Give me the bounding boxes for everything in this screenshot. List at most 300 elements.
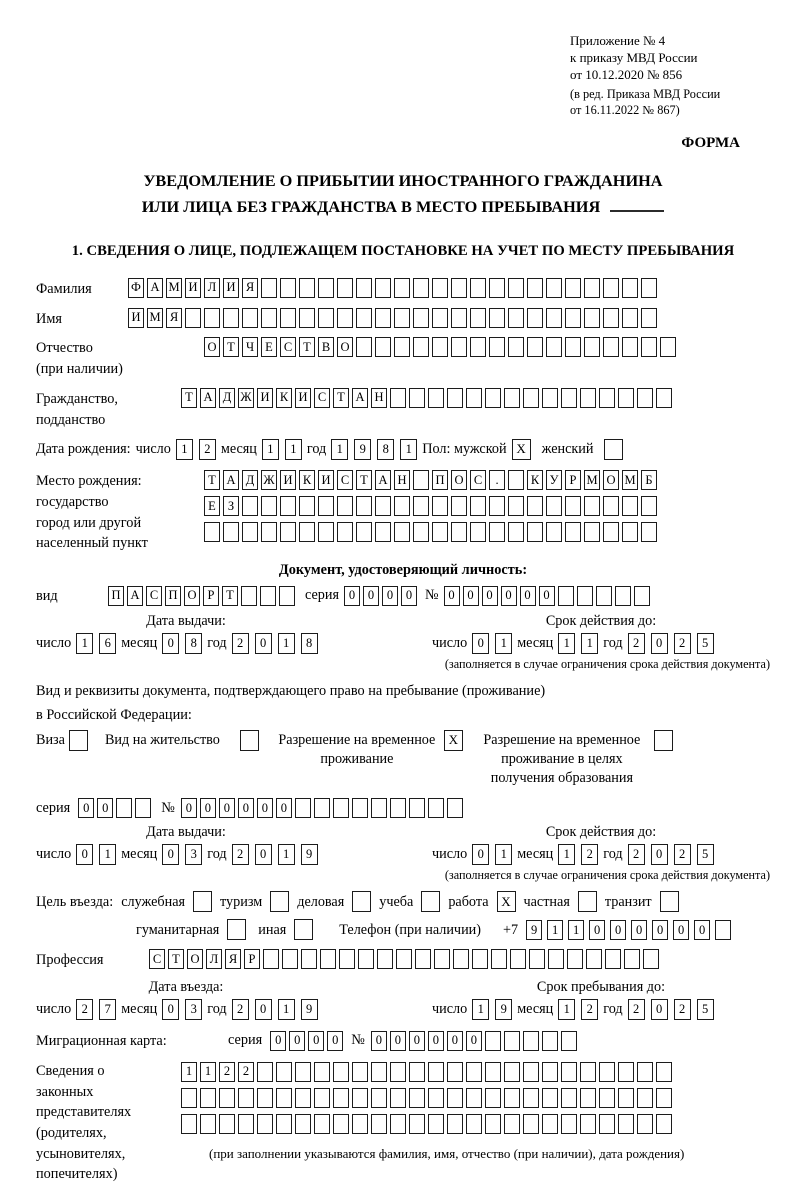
form-cell[interactable]: 2 [628,633,645,654]
form-cell[interactable] [314,798,330,818]
form-cell[interactable] [280,522,296,542]
form-cell[interactable]: 3 [185,844,202,865]
form-cell[interactable]: Ч [242,337,258,357]
form-cell[interactable]: 2 [238,1062,254,1082]
form-cell[interactable] [299,522,315,542]
form-cell[interactable] [260,586,276,606]
form-cell[interactable]: О [337,337,353,357]
form-cell[interactable] [546,522,562,542]
form-cell[interactable] [599,388,615,408]
form-cell[interactable] [413,308,429,328]
form-cell[interactable]: Т [299,337,315,357]
form-cell[interactable]: 0 [472,844,489,865]
form-cell[interactable]: Д [219,388,235,408]
form-cell[interactable]: 1 [495,633,512,654]
form-cell[interactable] [527,337,543,357]
form-cell[interactable] [409,798,425,818]
form-cell[interactable] [618,388,634,408]
form-cell[interactable] [377,949,393,969]
form-cell[interactable] [603,308,619,328]
form-cell[interactable] [390,1088,406,1108]
form-cell[interactable]: 1 [558,999,575,1020]
form-cell[interactable]: С [149,949,165,969]
form-cell[interactable] [263,949,279,969]
checkbox-temp-residence[interactable]: X [444,730,463,751]
form-cell[interactable]: У [546,470,562,490]
form-cell[interactable]: 0 [539,586,555,606]
form-cell[interactable] [390,388,406,408]
form-cell[interactable] [561,1031,577,1051]
form-cell[interactable] [603,496,619,516]
form-cell[interactable] [428,388,444,408]
form-cell[interactable] [333,798,349,818]
form-cell[interactable] [200,1088,216,1108]
form-cell[interactable]: Т [168,949,184,969]
form-cell[interactable] [580,388,596,408]
form-cell[interactable]: 0 [501,586,517,606]
form-cell[interactable]: 0 [382,586,398,606]
form-cell[interactable] [432,278,448,298]
form-cell[interactable] [413,470,429,490]
form-cell[interactable]: 0 [589,920,605,940]
form-cell[interactable]: Я [166,308,182,328]
form-cell[interactable]: К [527,470,543,490]
form-cell[interactable] [279,586,295,606]
form-cell[interactable]: М [622,470,638,490]
form-cell[interactable] [715,920,731,940]
form-cell[interactable] [546,278,562,298]
form-cell[interactable]: 2 [232,844,249,865]
form-cell[interactable] [333,1114,349,1134]
form-cell[interactable] [333,1062,349,1082]
form-cell[interactable] [527,278,543,298]
form-cell[interactable]: 0 [631,920,647,940]
form-cell[interactable]: О [204,337,220,357]
form-cell[interactable]: С [470,470,486,490]
form-cell[interactable] [622,278,638,298]
form-cell[interactable] [314,1114,330,1134]
form-cell[interactable] [261,308,277,328]
form-cell[interactable]: Н [394,470,410,490]
form-cell[interactable] [485,388,501,408]
form-cell[interactable] [603,278,619,298]
form-cell[interactable]: 5 [697,844,714,865]
form-cell[interactable]: 0 [162,844,179,865]
form-cell[interactable]: 1 [472,999,489,1020]
form-cell[interactable] [428,1088,444,1108]
form-cell[interactable] [371,1062,387,1082]
checkbox-purpose-study[interactable] [421,891,440,912]
form-cell[interactable] [622,337,638,357]
form-cell[interactable]: С [146,586,162,606]
form-cell[interactable]: 0 [308,1031,324,1051]
form-cell[interactable] [546,337,562,357]
form-cell[interactable] [491,949,507,969]
form-cell[interactable] [204,308,220,328]
form-cell[interactable]: 0 [651,633,668,654]
form-cell[interactable] [489,337,505,357]
form-cell[interactable]: 0 [466,1031,482,1051]
form-cell[interactable] [542,1031,558,1051]
form-cell[interactable] [413,278,429,298]
form-cell[interactable] [542,388,558,408]
form-cell[interactable]: 0 [651,844,668,865]
form-cell[interactable] [618,1088,634,1108]
form-cell[interactable] [318,522,334,542]
form-cell[interactable]: Л [204,278,220,298]
form-cell[interactable] [434,949,450,969]
form-cell[interactable] [504,1062,520,1082]
form-cell[interactable] [415,949,431,969]
form-cell[interactable] [394,496,410,516]
form-cell[interactable] [489,496,505,516]
form-cell[interactable]: 0 [694,920,710,940]
form-cell[interactable] [413,522,429,542]
form-cell[interactable] [413,496,429,516]
form-cell[interactable] [371,1088,387,1108]
form-cell[interactable] [565,308,581,328]
form-cell[interactable] [637,1062,653,1082]
form-cell[interactable]: 2 [674,999,691,1020]
form-cell[interactable] [504,1031,520,1051]
form-cell[interactable] [656,1062,672,1082]
form-cell[interactable] [641,278,657,298]
form-cell[interactable]: 1 [200,1062,216,1082]
form-cell[interactable] [451,496,467,516]
form-cell[interactable]: 0 [181,798,197,818]
form-cell[interactable] [204,522,220,542]
form-cell[interactable]: 0 [463,586,479,606]
form-cell[interactable]: А [223,470,239,490]
checkbox-purpose-work[interactable]: X [497,891,516,912]
form-cell[interactable] [485,1088,501,1108]
form-cell[interactable] [565,496,581,516]
form-cell[interactable] [523,388,539,408]
form-cell[interactable]: 0 [447,1031,463,1051]
form-cell[interactable] [656,1114,672,1134]
form-cell[interactable] [523,1031,539,1051]
form-cell[interactable]: Р [565,470,581,490]
form-cell[interactable] [257,1088,273,1108]
form-cell[interactable]: 0 [520,586,536,606]
form-cell[interactable] [615,586,631,606]
form-cell[interactable]: 0 [651,999,668,1020]
form-cell[interactable] [622,496,638,516]
form-cell[interactable] [529,949,545,969]
form-cell[interactable]: С [337,470,353,490]
form-cell[interactable]: О [187,949,203,969]
form-cell[interactable]: 0 [78,798,94,818]
form-cell[interactable] [637,388,653,408]
form-cell[interactable] [470,308,486,328]
form-cell[interactable]: 0 [255,999,272,1020]
form-cell[interactable]: 0 [401,586,417,606]
form-cell[interactable]: Д [242,470,258,490]
checkbox-purpose-other[interactable] [294,919,313,940]
form-cell[interactable] [641,308,657,328]
form-cell[interactable] [352,1114,368,1134]
form-cell[interactable] [375,308,391,328]
form-cell[interactable]: 2 [628,999,645,1020]
form-cell[interactable] [390,1114,406,1134]
form-cell[interactable] [314,1088,330,1108]
form-cell[interactable]: 0 [270,1031,286,1051]
form-cell[interactable] [375,337,391,357]
form-cell[interactable]: С [280,337,296,357]
form-cell[interactable]: И [257,388,273,408]
form-cell[interactable]: П [108,586,124,606]
form-cell[interactable] [185,308,201,328]
form-cell[interactable] [561,1062,577,1082]
form-cell[interactable] [660,337,676,357]
form-cell[interactable]: 9 [495,999,512,1020]
form-cell[interactable]: . [489,470,505,490]
form-cell[interactable] [428,1114,444,1134]
form-cell[interactable]: 1 [76,633,93,654]
form-cell[interactable] [584,522,600,542]
form-cell[interactable] [470,337,486,357]
form-cell[interactable]: 2 [628,844,645,865]
form-cell[interactable] [565,278,581,298]
form-cell[interactable]: З [223,496,239,516]
form-cell[interactable]: О [451,470,467,490]
form-cell[interactable]: 0 [652,920,668,940]
form-cell[interactable]: 2 [219,1062,235,1082]
form-cell[interactable]: Р [244,949,260,969]
checkbox-sex-female[interactable] [604,439,623,460]
form-cell[interactable]: К [299,470,315,490]
form-cell[interactable] [257,1062,273,1082]
form-cell[interactable] [634,586,650,606]
form-cell[interactable]: А [375,470,391,490]
form-cell[interactable]: 0 [363,586,379,606]
form-cell[interactable] [409,1062,425,1082]
form-cell[interactable]: Е [261,337,277,357]
form-cell[interactable] [282,949,298,969]
form-cell[interactable] [470,522,486,542]
form-cell[interactable] [135,798,151,818]
form-cell[interactable]: М [147,308,163,328]
form-cell[interactable]: 6 [99,633,116,654]
form-cell[interactable] [409,388,425,408]
form-cell[interactable] [489,308,505,328]
form-cell[interactable] [390,798,406,818]
form-cell[interactable] [565,522,581,542]
form-cell[interactable]: 9 [526,920,542,940]
form-cell[interactable] [656,1088,672,1108]
form-cell[interactable] [356,308,372,328]
form-cell[interactable] [504,1114,520,1134]
checkbox-purpose-tourism[interactable] [270,891,289,912]
form-cell[interactable]: М [166,278,182,298]
form-cell[interactable] [466,1114,482,1134]
form-cell[interactable] [580,1062,596,1082]
form-cell[interactable] [409,1088,425,1108]
form-cell[interactable]: 1 [400,439,417,460]
form-cell[interactable] [542,1114,558,1134]
form-cell[interactable]: 0 [97,798,113,818]
form-cell[interactable] [337,308,353,328]
form-cell[interactable] [451,308,467,328]
form-cell[interactable] [409,1114,425,1134]
form-cell[interactable] [242,522,258,542]
form-cell[interactable]: 0 [289,1031,305,1051]
form-cell[interactable] [485,1114,501,1134]
form-cell[interactable] [453,949,469,969]
form-cell[interactable] [508,308,524,328]
checkbox-purpose-private[interactable] [578,891,597,912]
form-cell[interactable]: И [295,388,311,408]
form-cell[interactable] [428,798,444,818]
form-cell[interactable] [394,337,410,357]
form-cell[interactable] [261,522,277,542]
form-cell[interactable] [466,388,482,408]
form-cell[interactable] [504,388,520,408]
form-cell[interactable] [432,522,448,542]
form-cell[interactable] [447,1088,463,1108]
form-cell[interactable] [508,496,524,516]
form-cell[interactable]: 5 [697,633,714,654]
form-cell[interactable] [238,1088,254,1108]
form-cell[interactable] [301,949,317,969]
form-cell[interactable] [641,337,657,357]
form-cell[interactable]: П [432,470,448,490]
form-cell[interactable] [432,308,448,328]
form-cell[interactable] [641,496,657,516]
form-cell[interactable] [485,1031,501,1051]
form-cell[interactable] [584,308,600,328]
form-cell[interactable]: Т [223,337,239,357]
form-cell[interactable] [320,949,336,969]
form-cell[interactable] [394,522,410,542]
form-cell[interactable] [510,949,526,969]
form-cell[interactable] [603,337,619,357]
form-cell[interactable] [504,1088,520,1108]
form-cell[interactable]: А [200,388,216,408]
form-cell[interactable]: 9 [301,999,318,1020]
form-cell[interactable] [508,278,524,298]
form-cell[interactable] [523,1088,539,1108]
form-cell[interactable]: 9 [354,439,371,460]
form-cell[interactable]: 2 [674,633,691,654]
form-cell[interactable]: 8 [185,633,202,654]
form-cell[interactable]: 8 [377,439,394,460]
form-cell[interactable] [356,522,372,542]
form-cell[interactable] [276,1062,292,1082]
form-cell[interactable]: 0 [327,1031,343,1051]
form-cell[interactable]: Т [204,470,220,490]
form-cell[interactable] [428,1062,444,1082]
form-cell[interactable]: 0 [428,1031,444,1051]
form-cell[interactable]: Ж [238,388,254,408]
form-cell[interactable]: Ф [128,278,144,298]
form-cell[interactable]: И [223,278,239,298]
form-cell[interactable] [580,1088,596,1108]
form-cell[interactable] [586,949,602,969]
form-cell[interactable]: С [314,388,330,408]
form-cell[interactable] [584,337,600,357]
form-cell[interactable] [643,949,659,969]
form-cell[interactable] [241,586,257,606]
form-cell[interactable] [466,1088,482,1108]
form-cell[interactable] [390,1062,406,1082]
form-cell[interactable]: Б [641,470,657,490]
form-cell[interactable]: 1 [278,844,295,865]
form-cell[interactable] [584,496,600,516]
form-cell[interactable] [223,522,239,542]
form-cell[interactable] [489,278,505,298]
form-cell[interactable] [352,798,368,818]
form-cell[interactable] [599,1088,615,1108]
form-cell[interactable]: 0 [371,1031,387,1051]
form-cell[interactable]: К [276,388,292,408]
form-cell[interactable]: 0 [610,920,626,940]
form-cell[interactable]: 0 [444,586,460,606]
form-cell[interactable]: 9 [301,844,318,865]
form-cell[interactable] [242,496,258,516]
form-cell[interactable] [542,1088,558,1108]
form-cell[interactable] [200,1114,216,1134]
form-cell[interactable]: 0 [255,633,272,654]
form-cell[interactable] [299,308,315,328]
form-cell[interactable] [508,522,524,542]
form-cell[interactable] [371,1114,387,1134]
form-cell[interactable] [356,278,372,298]
form-cell[interactable] [432,496,448,516]
form-cell[interactable] [567,949,583,969]
form-cell[interactable] [337,496,353,516]
form-cell[interactable] [605,949,621,969]
form-cell[interactable]: 2 [76,999,93,1020]
form-cell[interactable] [333,1088,349,1108]
form-cell[interactable] [580,1114,596,1134]
form-cell[interactable] [375,496,391,516]
form-cell[interactable] [257,1114,273,1134]
checkbox-purpose-transit[interactable] [660,891,679,912]
form-cell[interactable] [641,522,657,542]
form-cell[interactable] [656,388,672,408]
form-cell[interactable]: Т [333,388,349,408]
form-cell[interactable]: В [318,337,334,357]
form-cell[interactable] [394,278,410,298]
form-cell[interactable] [299,496,315,516]
form-cell[interactable] [116,798,132,818]
form-cell[interactable]: 2 [674,844,691,865]
form-cell[interactable]: 1 [262,439,279,460]
form-cell[interactable] [527,308,543,328]
form-cell[interactable] [295,1114,311,1134]
form-cell[interactable]: Я [242,278,258,298]
form-cell[interactable]: 0 [219,798,235,818]
form-cell[interactable] [295,798,311,818]
form-cell[interactable]: А [147,278,163,298]
checkbox-temp-residence-education[interactable] [654,730,673,751]
form-cell[interactable] [375,522,391,542]
form-cell[interactable] [413,337,429,357]
form-cell[interactable] [624,949,640,969]
form-cell[interactable] [599,1062,615,1082]
form-cell[interactable] [523,1062,539,1082]
form-cell[interactable] [432,337,448,357]
form-cell[interactable]: И [280,470,296,490]
form-cell[interactable] [622,522,638,542]
form-cell[interactable] [276,1114,292,1134]
form-cell[interactable]: 0 [344,586,360,606]
form-cell[interactable] [618,1062,634,1082]
form-cell[interactable]: И [128,308,144,328]
form-cell[interactable] [637,1088,653,1108]
form-cell[interactable]: 2 [199,439,216,460]
